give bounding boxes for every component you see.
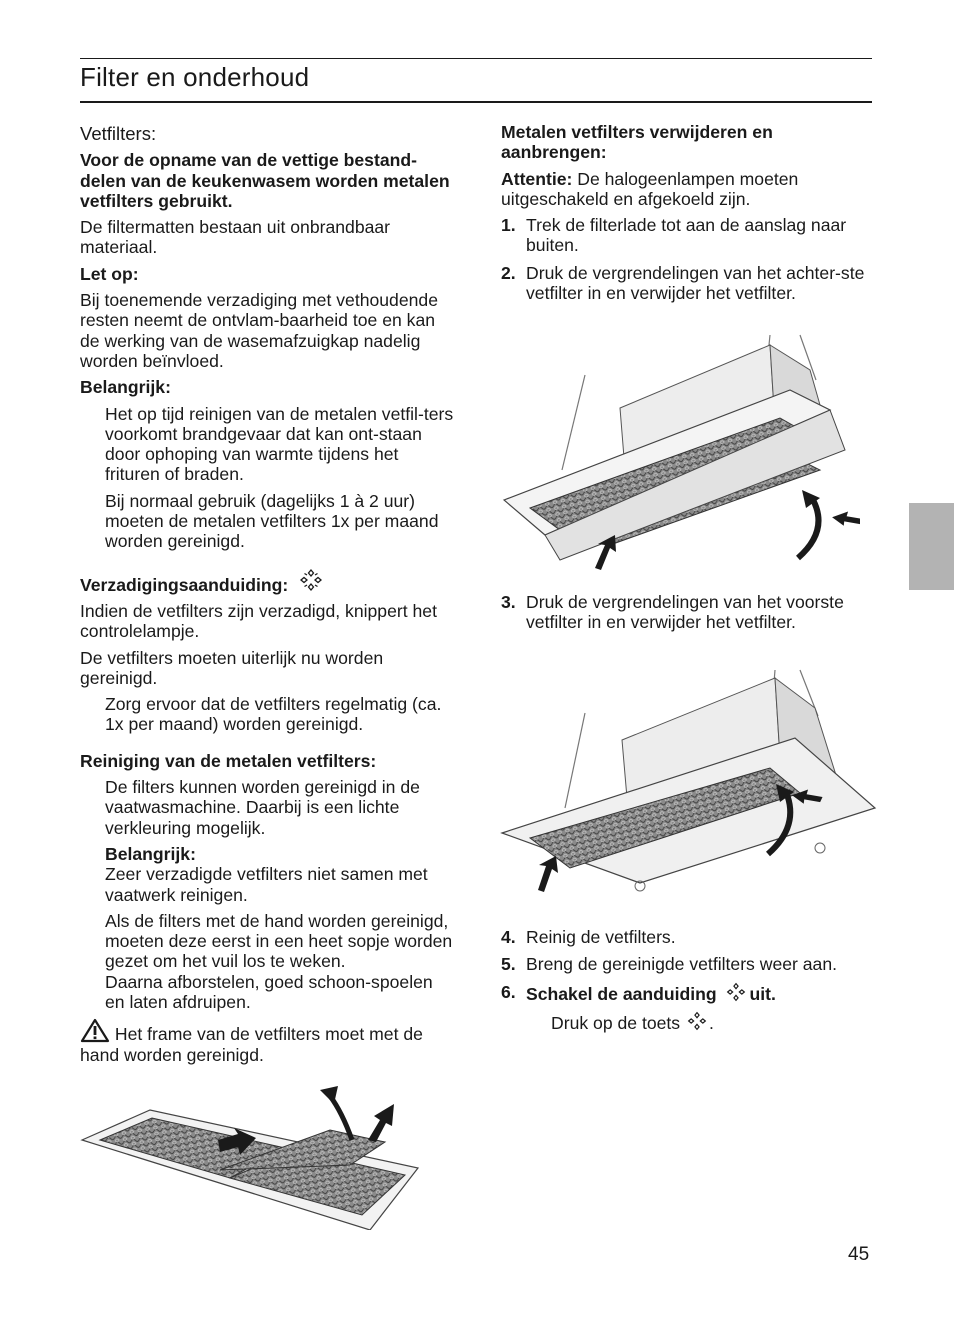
reiniging-heading: Reiniging van de metalen vetfilters: xyxy=(80,750,377,771)
hood-illustration-rear-filter xyxy=(500,330,860,572)
step-number: 5. xyxy=(501,954,516,975)
header-rule-top xyxy=(80,58,872,59)
reiniging-belangrijk: Belangrijk: xyxy=(105,843,196,864)
hood-illustration-front-filter xyxy=(500,668,880,894)
step-4 xyxy=(501,927,873,947)
step-text: Druk de vergrendelingen van het voorste vetfilter in en verwijder het vetfilter. xyxy=(526,592,844,633)
right-column-steps-b xyxy=(501,927,873,1039)
step-number: 1. xyxy=(501,215,516,236)
let-op-heading: Let op: xyxy=(80,263,139,284)
reiniging-text-3: Als de filters met de hand worden gereinigd, moeten deze eerst in een heet sopje worden gezet om het vuil los te weken. xyxy=(105,910,453,972)
verzadiging-text-2: De vetfilters moeten uiterlijk nu worden gereinigd. xyxy=(80,647,384,688)
attentie-note xyxy=(501,169,873,210)
attentie-text: De halogeenlampen moeten uitgeschakeld en afgekoeld zijn. xyxy=(501,168,799,209)
warning-text: Het frame van de vetfilters moet met de hand worden gereinigd. xyxy=(80,1024,423,1065)
warning-triangle-icon xyxy=(80,1018,110,1043)
step-text: Breng de gereinigde vetfilters weer aan. xyxy=(526,954,838,975)
step-3 xyxy=(501,592,873,633)
step-1 xyxy=(501,215,873,256)
reiniging-text-1: De filters kunnen worden gereinigd in de vaatwasmachine. Daarbij is een lichte verkleuring mogelijk. xyxy=(105,777,420,838)
reiniging-text-2: Zeer verzadigde vetfilters niet samen met vaatwerk reinigen. xyxy=(105,864,428,905)
verzadiging-text-1: Indien de vetfilters zijn verzadigd, knippert het controlelampje. xyxy=(80,600,437,642)
right-heading: Metalen vetfilters verwijderen en aanbrengen: xyxy=(501,122,773,163)
step-2 xyxy=(501,263,873,304)
filter-saturation-icon xyxy=(687,1011,707,1031)
step-6-pre: Schakel de aanduiding xyxy=(526,983,717,1004)
chapter-tab xyxy=(909,503,954,590)
step-6-post: uit. xyxy=(749,983,776,1004)
step-6-sub xyxy=(501,1011,873,1033)
step-5 xyxy=(501,954,873,974)
step-number: 2. xyxy=(501,262,516,283)
vetfilters-heading: Vetfilters: xyxy=(80,123,157,144)
step-number: 3. xyxy=(501,592,516,612)
let-op-text: Bij toenemende verzadiging met vethoudende resten neemt de ontvlam-baarheid toe en kan de werking van de wasemafzuigkap nadelig worden beïnvloed. xyxy=(80,290,438,371)
step-6-sub-pre: Druk op de toets xyxy=(551,1012,681,1033)
verzadiging-text-3: Zorg ervoor dat de vetfilters regelmatig (ca. 1x per maand) worden gereinigd. xyxy=(105,694,442,735)
filter-saturation-icon xyxy=(299,568,323,592)
step-6-sub-post: . xyxy=(708,1012,714,1033)
page-number: 45 xyxy=(848,1244,870,1265)
attentie-label: Attentie: xyxy=(501,168,573,189)
filter-saturation-icon xyxy=(726,982,746,1002)
warning-note xyxy=(80,1018,455,1065)
step-text: Druk de vergrendelingen van het achter-ste vetfilter in en verwijder het vetfilter. xyxy=(526,262,865,304)
belangrijk-heading: Belangrijk: xyxy=(80,377,171,398)
verzadiging-heading-label: Verzadigingsaanduiding: xyxy=(80,574,289,595)
right-column-step3 xyxy=(501,592,873,640)
reiniging-text-4: Daarna afborstelen, goed schoon-spoelen en laten afdruipen. xyxy=(105,971,433,1012)
page-title: Filter en onderhoud xyxy=(80,62,310,92)
filtermatten-text: De filtermatten bestaan uit onbrandbaar materiaal. xyxy=(80,217,391,258)
left-column xyxy=(80,122,455,1071)
right-column xyxy=(501,122,873,310)
step-text: Trek de filterlade tot aan de aanslag naar buiten. xyxy=(526,215,847,256)
belangrijk-text-2: Bij normaal gebruik (dagelijks 1 à 2 uur) moeten de metalen vetfilters 1x per maand worden gereinigd. xyxy=(105,490,439,552)
verzadiging-heading xyxy=(80,568,455,595)
step-number: 4. xyxy=(501,927,516,947)
header-rule-bottom xyxy=(80,101,872,103)
step-number: 6. xyxy=(501,981,516,1002)
intro-text: Voor de opname van de vettige bestand-delen van de keukenwasem worden metalen vetfilters gebruikt. xyxy=(80,150,450,211)
step-text: Reinig de vetfilters. xyxy=(526,927,676,947)
filters-illustration xyxy=(80,1080,420,1230)
step-6 xyxy=(501,982,873,1004)
belangrijk-text-1: Het op tijd reinigen van de metalen vetfil-ters voorkomt brandgevaar dat kan ont-staan door ophoping van warmte tijdens het frituren of braden. xyxy=(105,403,454,485)
